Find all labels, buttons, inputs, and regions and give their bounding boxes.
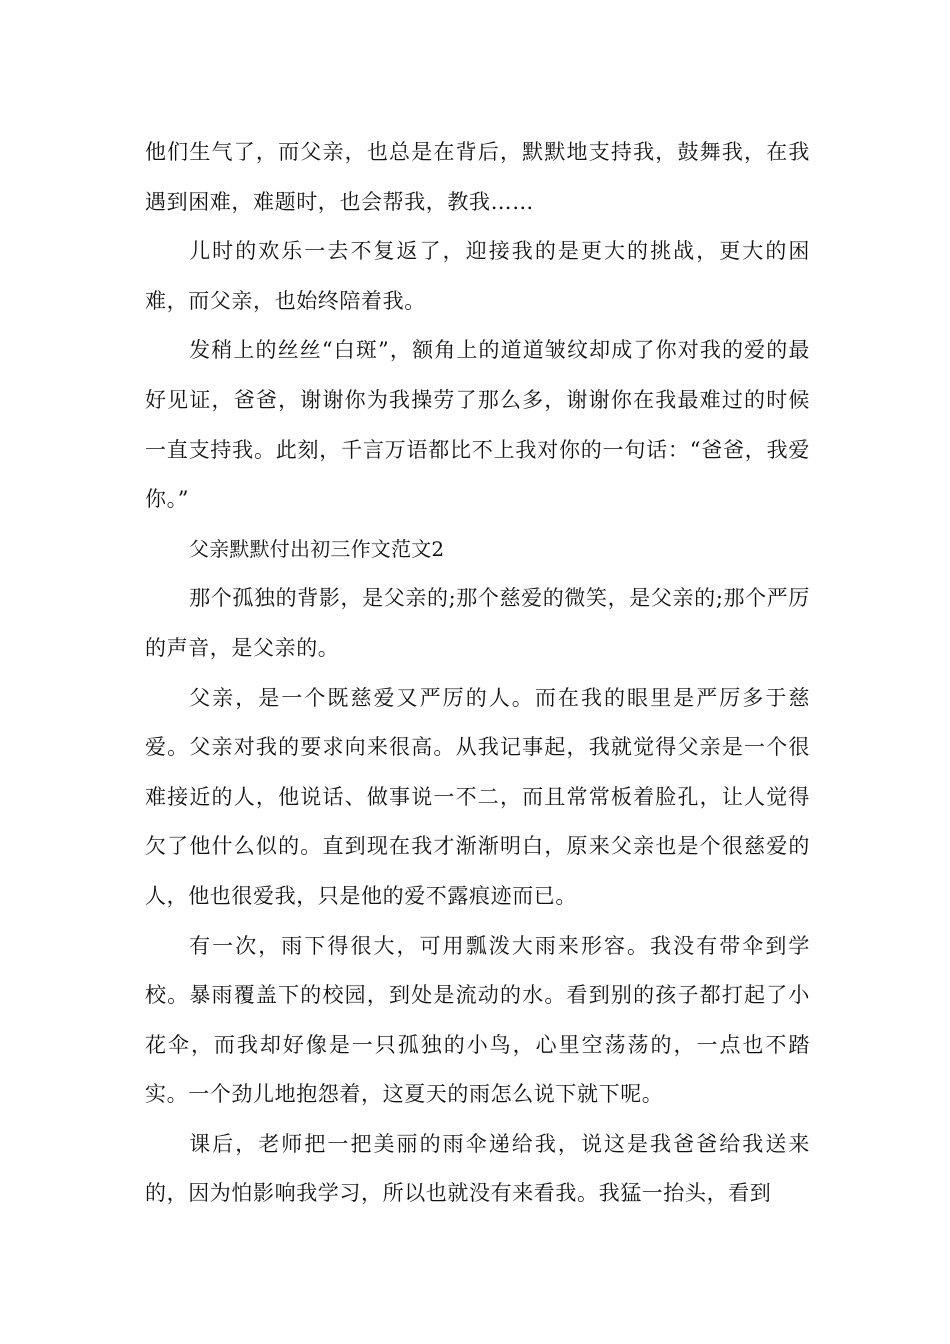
section-heading: 父亲默默付出初三作文范文2 xyxy=(189,536,445,561)
paragraph: 儿时的欢乐一去不复返了，迎接我的是更大的挑战，更大的困难，而父亲，也始终陪着我。 xyxy=(145,239,810,313)
paragraph: 那个孤独的背影，是父亲的;那个慈爱的微笑，是父亲的;那个严厉的声音，是父亲的。 xyxy=(145,586,810,660)
document-page xyxy=(145,128,810,1219)
paragraph: 父亲，是一个既慈爱又严厉的人。而在我的眼里是严厉多于慈爱。父亲对我的要求向来很高。从我记事起，我就觉得父亲是一个很难接近的人，他说话、做事说一不二，而且常常板着脸孔，让人觉得欠了他什么似的。直到现在我才渐渐明白，原来父亲也是个很慈爱的人，他也很爱我，只是他的爱不露痕迹而已。 xyxy=(145,685,810,908)
paragraph: 有一次，雨下得很大，可用瓢泼大雨来形容。我没有带伞到学校。暴雨覆盖下的校园，到处是流动的水。看到别的孩子都打起了小花伞，而我却好像是一只孤独的小鸟，心里空荡荡的，一点也不踏实。一个劲儿地抱怨着，这夏天的雨怎么说下就下呢。 xyxy=(145,933,810,1107)
paragraph: 课后，老师把一把美丽的雨伞递给我，说这是我爸爸给我送来的，因为怕影响我学习，所以也就没有来看我。我猛一抬头，看到 xyxy=(145,1131,810,1206)
paragraph: 发稍上的丝丝“白斑”，额角上的道道皱纹却成了你对我的爱的最好见证，爸爸，谢谢你为我操劳了那么多，谢谢你在我最难过的时候一直支持我。此刻，千言万语都比不上我对你的一句话：“爸爸，我爱你。” xyxy=(145,338,810,512)
paragraph: 他们生气了，而父亲，也总是在背后，默默地支持我，鼓舞我，在我遇到困难，难题时，也会帮我，教我…… xyxy=(145,140,810,214)
